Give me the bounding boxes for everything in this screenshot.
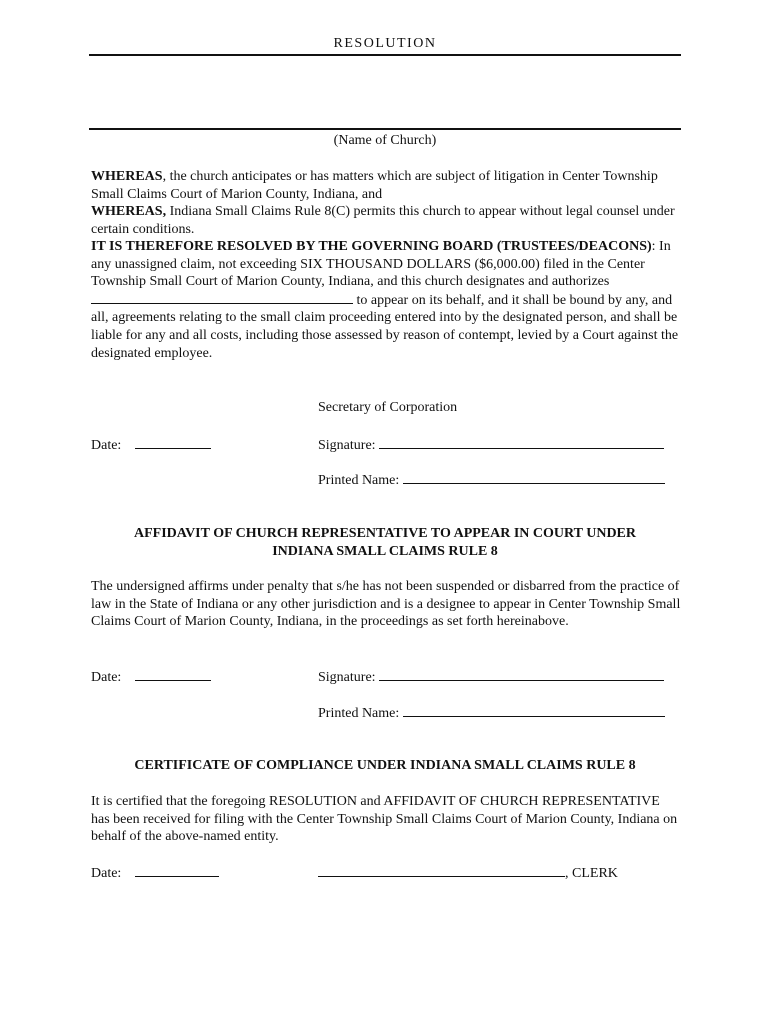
resolution-signature-row bbox=[318, 436, 664, 454]
resolved-paragraph bbox=[91, 238, 681, 362]
resolved-text: : In any unassigned claim, not exceeding SIX THOUSAND DOLLARS ($6,000.00) filed in the Center Township Small Court of Marion County, Indiana, and this church designates and authorizes bbox=[91, 239, 671, 290]
affidavit-heading-line-2: INDIANA SMALL CLAIMS RULE 8 bbox=[272, 543, 498, 559]
certificate-heading: CERTIFICATE OF COMPLIANCE UNDER INDIANA SMALL CLAIMS RULE 8 bbox=[134, 758, 636, 773]
resolution-signature-blank[interactable] bbox=[379, 436, 664, 449]
signature-label: Signature: bbox=[318, 438, 376, 453]
whereas-text: Indiana Small Claims Rule 8(C) permits this church to appear without legal counsel under certain conditions. bbox=[91, 204, 675, 237]
affidavit-date-blank[interactable] bbox=[135, 668, 211, 681]
affidavit-date-row bbox=[91, 668, 211, 686]
resolution-date-blank[interactable] bbox=[135, 436, 211, 449]
affidavit-printed-name-row bbox=[318, 704, 665, 722]
resolution-date-row bbox=[91, 436, 211, 454]
signature-label: Signature: bbox=[318, 670, 376, 685]
designee-blank[interactable] bbox=[91, 291, 353, 304]
affidavit-printed-name-blank[interactable] bbox=[403, 704, 665, 717]
affidavit-heading bbox=[89, 525, 681, 560]
clerk-row bbox=[318, 864, 618, 882]
clerk-signature-blank[interactable] bbox=[318, 864, 565, 877]
resolved-text-continued: to appear on its behalf, and it shall be bound by any, and all, agreements relating to the small claim proceeding entered into by the designated person, and shall be liable for any and all costs, including those assessed by reason of contempt, levied by a Court against the designated employee. bbox=[91, 292, 679, 361]
affidavit-signature-blank[interactable] bbox=[379, 668, 664, 681]
whereas-paragraph-1 bbox=[91, 168, 681, 203]
page-title: RESOLUTION bbox=[333, 36, 437, 51]
whereas-paragraph-2 bbox=[91, 203, 681, 238]
resolution-printed-name-blank[interactable] bbox=[403, 471, 665, 484]
certificate-date-blank[interactable] bbox=[135, 864, 219, 877]
date-label: Date: bbox=[91, 670, 122, 685]
church-name-line[interactable] bbox=[89, 128, 681, 130]
date-label: Date: bbox=[91, 866, 122, 881]
printed-name-label: Printed Name: bbox=[318, 473, 400, 488]
resolved-label: IT IS THEREFORE RESOLVED BY THE GOVERNING BOARD (TRUSTEES/DEACONS) bbox=[91, 239, 652, 254]
whereas-text: , the church anticipates or has matters which are subject of litigation in Center Township Small Claims Court of Marion County, Indiana, and bbox=[91, 169, 658, 202]
date-label: Date: bbox=[91, 438, 122, 453]
secretary-label: Secretary of Corporation bbox=[318, 400, 458, 415]
printed-name-label: Printed Name: bbox=[318, 706, 400, 721]
certificate-body: It is certified that the foregoing RESOLUTION and AFFIDAVIT OF CHURCH REPRESENTATIVE has been received for filing with the Center Township Small Claims Court of Marion County, Indiana on behalf of the above-named entity. bbox=[91, 794, 678, 845]
title-rule bbox=[89, 54, 681, 56]
resolution-printed-name-row bbox=[318, 471, 665, 489]
affidavit-heading-line-1: AFFIDAVIT OF CHURCH REPRESENTATIVE TO APPEAR IN COURT UNDER bbox=[133, 526, 637, 541]
affidavit-body: The undersigned affirms under penalty that s/he has not been suspended or disbarred from the practice of law in the State of Indiana or any other jurisdiction and is a designee to appear in Center Township Small Claims Court of Marion County, Indiana, in the proceedings as set forth hereinabove. bbox=[91, 579, 681, 630]
church-name-caption: (Name of Church) bbox=[333, 133, 437, 148]
whereas-label: WHEREAS bbox=[91, 169, 163, 184]
whereas-label: WHEREAS, bbox=[91, 204, 167, 219]
clerk-label: , CLERK bbox=[565, 866, 618, 881]
affidavit-signature-row bbox=[318, 668, 664, 686]
certificate-date-row bbox=[91, 864, 219, 882]
